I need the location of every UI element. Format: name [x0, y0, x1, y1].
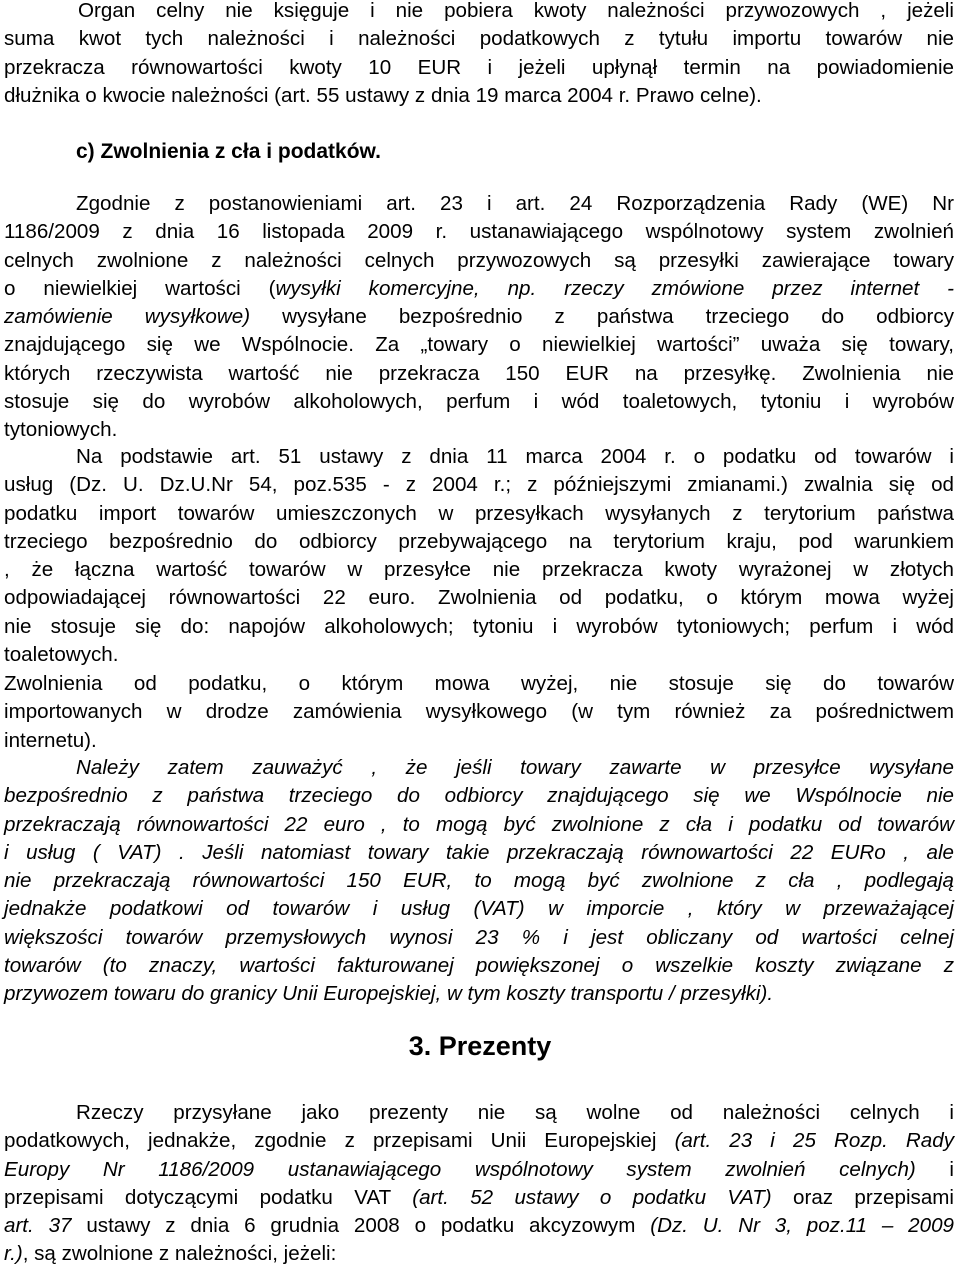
- paragraph-note-summary: [4, 754, 954, 1009]
- paragraph-regulation-1186: [4, 190, 954, 445]
- text-line: stosuje się do wyrobów alkoholowych, perfum i wód toaletowych, tytoniu i wyrobów: [4, 390, 954, 414]
- text-line: nie przekraczają równowartości 150 EUR, to mogą być zwolnione z cła , podlegają: [4, 869, 954, 893]
- text-line: odpowiadającej równowartości 22 euro. Zwolnienia od podatku, o którym mowa wyżej: [4, 586, 954, 610]
- text-line: r.), są zwolnione z należności, jeżeli:: [4, 1242, 337, 1266]
- text-line: przywozem towaru do granicy Unii Europejskiej, w tym koszty transportu / przesyłki).: [4, 982, 774, 1006]
- paragraph-gifts: [4, 1099, 954, 1269]
- paragraph-vat-exemption: [4, 443, 954, 669]
- text-line: usług (Dz. U. Dz.U.Nr 54, poz.535 - z 2004 r.; z późniejszymi zmianami.) zwalnia się od: [4, 473, 954, 497]
- text-line: toaletowych.: [4, 643, 119, 667]
- text-line: Należy zatem zauważyć , że jeśli towary zawarte w przesyłce wysyłane: [76, 756, 954, 779]
- text-line: przepisami dotyczącymi podatku VAT (art. 52 ustawy o podatku VAT) oraz przepisami: [4, 1185, 954, 1209]
- text-line: o niewielkiej wartości (wysyłki komercyjne, np. rzeczy zmówione przez internet -: [4, 276, 954, 300]
- italic-text: zamówienie wysyłkowe): [4, 305, 251, 329]
- text-line: 1186/2009 z dnia 16 listopada 2009 r. ustanawiającego wspólnotowy system zwolnień: [4, 220, 954, 244]
- subheading-exemptions: c) Zwolnienia z cła i podatków.: [76, 140, 381, 163]
- text-line: podatku import towarów umieszczonych w przesyłkach wysyłanych z terytorium państwa: [4, 501, 954, 525]
- italic-text: r.): [4, 1242, 23, 1266]
- text-line: Europy Nr 1186/2009 ustanawiającego wspólnotowy system zwolnień celnych) i: [4, 1157, 954, 1181]
- text-line: , że łączna wartość towarów w przesyłce nie przekracza kwoty wyrażonej w złotych: [4, 558, 954, 582]
- text-line: art. 37 ustawy z dnia 6 grudnia 2008 o podatku akcyzowym (Dz. U. Nr 3, poz.11 – 2009: [4, 1214, 954, 1238]
- text-line: podatkowych, jednakże, zgodnie z przepisami Unii Europejskiej (art. 23 i 25 Rozp. Rady: [4, 1129, 955, 1153]
- text-line: jednakże podatkowi od towarów i usług (VAT) w imporcie , który w przeważającej: [4, 897, 954, 921]
- italic-text: art. 37: [4, 1214, 72, 1238]
- text-line: internetu).: [4, 728, 97, 752]
- italic-text: (art. 23 i 25 Rozp. Rady: [674, 1129, 955, 1153]
- text-line: Organ celny nie księguje i nie pobiera kwoty należności przywozowych , jeżeli: [78, 0, 954, 22]
- text-line: Na podstawie art. 51 ustawy z dnia 11 marca 2004 r. o podatku od towarów i: [76, 445, 954, 468]
- text-line: importowanych w drodze zamówienia wysyłkowego (w tym również za pośrednictwem: [4, 700, 954, 724]
- text-line: Zgodnie z postanowieniami art. 23 i art. 24 Rozporządzenia Rady (WE) Nr: [76, 192, 954, 215]
- text-line: towarów (to znaczy, wartości fakturowanej powiększonej o wszelkie koszty związane z: [4, 954, 954, 978]
- text-line: suma kwot tych należności i należności podatkowych z tytułu importu towarów nie: [4, 27, 954, 51]
- section-heading-gifts: 3. Prezenty: [408, 1031, 552, 1061]
- italic-text: (art. 52 ustawy o podatku VAT): [412, 1185, 772, 1209]
- text-line: i usług ( VAT) . Jeśli natomiast towary takie przekraczają równowartości 22 EURo , ale: [4, 840, 954, 864]
- italic-text: Europy Nr 1186/2009 ustanawiającego wspólnotowy system zwolnień celnych): [4, 1157, 916, 1181]
- text-line: Zwolnienia od podatku, o którym mowa wyżej, nie stosuje się do towarów: [4, 672, 954, 695]
- text-line: przekracza równowartości kwoty 10 EUR i jeżeli upłynął termin na powiadomienie: [4, 55, 954, 79]
- text-line: znajdującego się we Wspólnocie. Za „towary o niewielkiej wartości” uważa się towary,: [4, 333, 954, 357]
- text-line: celnych zwolnione z należności celnych przywozowych są przesyłki zawierające towary: [4, 248, 954, 272]
- text-line: dłużnika o kwocie należności (art. 55 ustawy z dnia 19 marca 2004 r. Prawo celne).: [4, 83, 762, 107]
- text-line: przekraczają równowartości 22 euro , to mogą być zwolnione z cła i podatku od towarów: [4, 812, 954, 836]
- text-line: większości towarów przemysłowych wynosi 23 % i jest obliczany od wartości celnej: [4, 925, 954, 949]
- text-line: nie stosuje się do: napojów alkoholowych; tytoniu i wyrobów tytoniowych; perfum i wód: [4, 614, 954, 638]
- paragraph-mail-order: [4, 670, 954, 755]
- italic-text: (Dz. U. Nr 3, poz.11 – 2009: [650, 1214, 954, 1238]
- text-line: bezpośrednio z państwa trzeciego do odbiorcy znajdującego się we Wspólnocie nie: [4, 784, 954, 808]
- italic-text: wysyłki komercyjne, np. rzeczy zmówione przez internet -: [275, 276, 954, 300]
- text-line: których rzeczywista wartość nie przekracza 150 EUR na przesyłkę. Zwolnienia nie: [4, 361, 954, 385]
- text-line: tytoniowych.: [4, 418, 118, 442]
- text-line: Rzeczy przysyłane jako prezenty nie są wolne od należności celnych i: [76, 1101, 954, 1124]
- paragraph-customs-not-collected: [4, 0, 954, 110]
- text-line: trzeciego bezpośrednio do odbiorcy przebywającego na terytorium kraju, pod warunkiem: [4, 529, 954, 553]
- text-line: zamówienie wysyłkowe) wysyłane bezpośrednio z państwa trzeciego do odbiorcy: [4, 305, 955, 329]
